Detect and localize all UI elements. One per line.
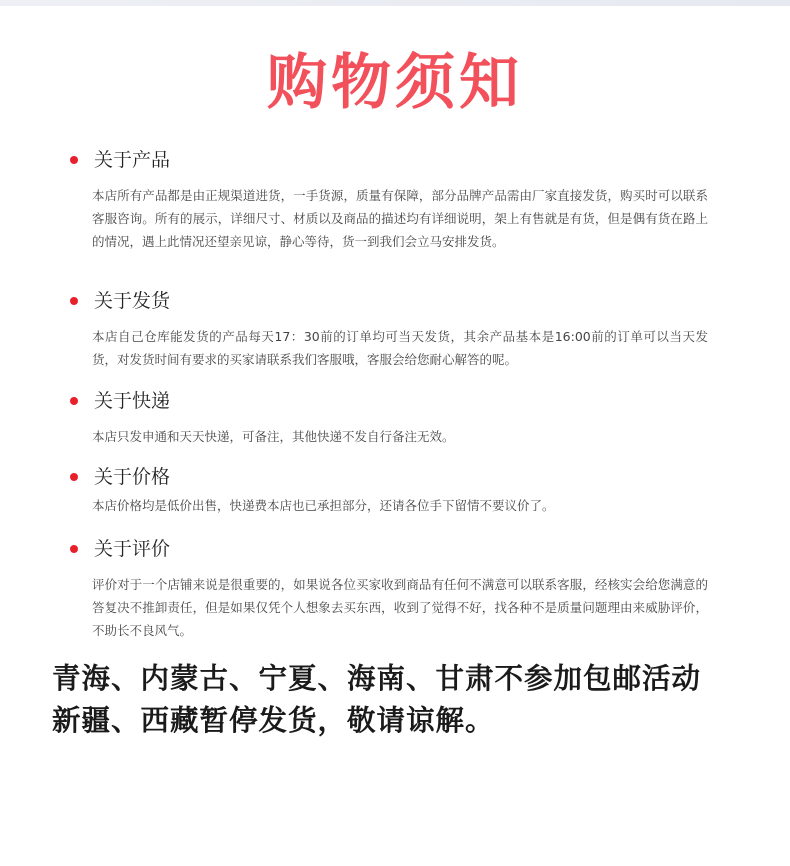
section-product — [70, 146, 710, 253]
section-heading — [70, 463, 710, 491]
section-body: 本店价格均是低价出售，快递费本店也已承担部分，还请各位手下留情不要议价了。 — [92, 498, 555, 513]
bullet-dot-icon — [70, 397, 78, 405]
section-price — [70, 463, 710, 517]
bullet-dot-icon — [70, 473, 78, 481]
section-heading — [70, 287, 710, 315]
section-heading — [70, 146, 710, 174]
section-title: 关于评价 — [94, 538, 171, 560]
shipping-notice-line-1: 青海、内蒙古、宁夏、海南、甘肃不参加包邮活动 — [52, 662, 702, 695]
section-title: 关于快递 — [94, 390, 171, 412]
top-divider-bar — [0, 0, 790, 6]
shipping-notice-line-2: 新疆、西藏暂停发货，敬请谅解。 — [52, 704, 495, 737]
section-body: 本店所有产品都是由正规渠道进货，一手货源，质量有保障，部分品牌产品需由厂家直接发货，购买时可以联系客服咨询。所有的展示，详细尺寸、材质以及商品的描述均有详细说明，架上有售就是有货，但是偶有货在路上的情况，遇上此情况还望亲见谅，静心等待，货一到我们会立马安排发货。 — [92, 188, 708, 249]
section-body: 评价对于一个店铺来说是很重要的，如果说各位买家收到商品有任何不满意可以联系客服，经核实会给您满意的答复决不推卸责任，但是如果仅凭个人想象去买东西，收到了觉得不好，找各种不是质量问题理由来威胁评价，不助长不良风气。 — [92, 577, 708, 638]
section-review — [70, 535, 710, 642]
section-body: 本店只发申通和天天快递，可备注，其他快递不发自行备注无效。 — [92, 429, 455, 444]
section-shipping — [70, 287, 710, 371]
section-heading — [70, 387, 710, 415]
section-title: 关于价格 — [94, 466, 171, 488]
section-title: 关于发货 — [94, 290, 171, 312]
section-courier — [70, 387, 710, 448]
page-title: 购物须知 — [267, 48, 523, 118]
section-body: 本店自己仓库能发货的产品每天17：30前的订单均可当天发货，其余产品基本是16:00前的订单可以当天发货，对发货时间有要求的买家请联系我们客服哦，客服会给您耐心解答的呢。 — [92, 329, 708, 367]
section-heading — [70, 535, 710, 563]
bullet-dot-icon — [70, 297, 78, 305]
bullet-dot-icon — [70, 156, 78, 164]
section-title: 关于产品 — [94, 149, 171, 171]
bullet-dot-icon — [70, 545, 78, 553]
